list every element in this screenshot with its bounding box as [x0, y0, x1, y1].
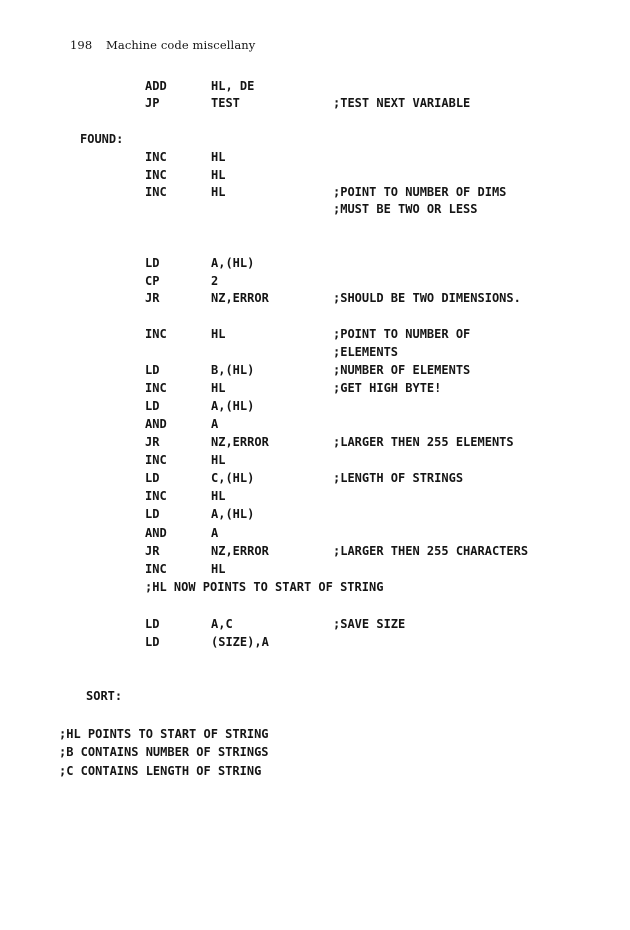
code-arg: A,(HL) [211, 507, 255, 521]
code-comment-line: ;B CONTAINS NUMBER OF STRINGS [59, 745, 269, 759]
code-arg: A [211, 526, 219, 540]
code-label-found: FOUND: [80, 132, 124, 146]
code-op: JR [145, 291, 160, 305]
code-arg: NZ,ERROR [211, 291, 269, 305]
code-op: INC [145, 185, 167, 199]
code-op: LD [145, 635, 160, 649]
code-arg: HL [211, 562, 226, 576]
code-op: AND [145, 526, 167, 540]
code-op: JR [145, 544, 160, 558]
code-op: INC [145, 168, 167, 182]
code-op: LD [145, 363, 160, 377]
code-comment: ;SHOULD BE TWO DIMENSIONS. [333, 291, 521, 305]
code-comment: ;NUMBER OF ELEMENTS [333, 363, 471, 377]
code-comment: ;LENGTH OF STRINGS [333, 471, 464, 485]
code-op: INC [145, 327, 167, 341]
code-arg: HL [211, 453, 226, 467]
code-arg: HL [211, 381, 226, 395]
code-arg: A,(HL) [211, 399, 255, 413]
code-arg: A,C [211, 617, 233, 631]
code-op: INC [145, 562, 167, 576]
code-arg: (SIZE),A [211, 635, 269, 649]
page-number: 198 [70, 38, 93, 52]
code-op: ADD [145, 79, 167, 93]
code-arg: HL [211, 185, 226, 199]
code-arg: C,(HL) [211, 471, 255, 485]
code-op: JR [145, 435, 160, 449]
code-arg: HL [211, 327, 226, 341]
code-comment-line: ;HL NOW POINTS TO START OF STRING [145, 580, 384, 594]
code-op: INC [145, 381, 167, 395]
code-arg: A [211, 417, 219, 431]
code-op: INC [145, 150, 167, 164]
code-op: INC [145, 453, 167, 467]
code-op: LD [145, 617, 160, 631]
code-arg: TEST [211, 96, 240, 110]
code-op: INC [145, 489, 167, 503]
code-arg: NZ,ERROR [211, 435, 269, 449]
code-op: LD [145, 399, 160, 413]
code-op: LD [145, 471, 160, 485]
code-arg: HL [211, 489, 226, 503]
code-comment: ;POINT TO NUMBER OF [333, 327, 471, 341]
code-comment: ;SAVE SIZE [333, 617, 406, 631]
code-comment: ;LARGER THEN 255 ELEMENTS [333, 435, 514, 449]
code-op: LD [145, 507, 160, 521]
code-label-sort: SORT: [86, 689, 123, 703]
code-arg: A,(HL) [211, 256, 255, 270]
code-arg: B,(HL) [211, 363, 255, 377]
code-comment: ;TEST NEXT VARIABLE [333, 96, 471, 110]
code-arg: HL [211, 168, 226, 182]
code-comment: ;GET HIGH BYTE! [333, 381, 442, 395]
code-arg: HL, DE [211, 79, 255, 93]
code-comment: ;POINT TO NUMBER OF DIMS [333, 185, 507, 199]
code-op: AND [145, 417, 167, 431]
code-op: CP [145, 274, 160, 288]
code-arg: NZ,ERROR [211, 544, 269, 558]
code-op: JP [145, 96, 160, 110]
code-comment: ;MUST BE TWO OR LESS [333, 202, 478, 216]
code-comment-line: ;C CONTAINS LENGTH OF STRING [59, 764, 262, 778]
running-title: Machine code miscellany [106, 38, 256, 52]
code-comment: ;ELEMENTS [333, 345, 399, 359]
code-comment-line: ;HL POINTS TO START OF STRING [59, 727, 269, 741]
code-arg: HL [211, 150, 226, 164]
code-op: LD [145, 256, 160, 270]
code-comment: ;LARGER THEN 255 CHARACTERS [333, 544, 529, 558]
code-arg: 2 [211, 274, 219, 288]
